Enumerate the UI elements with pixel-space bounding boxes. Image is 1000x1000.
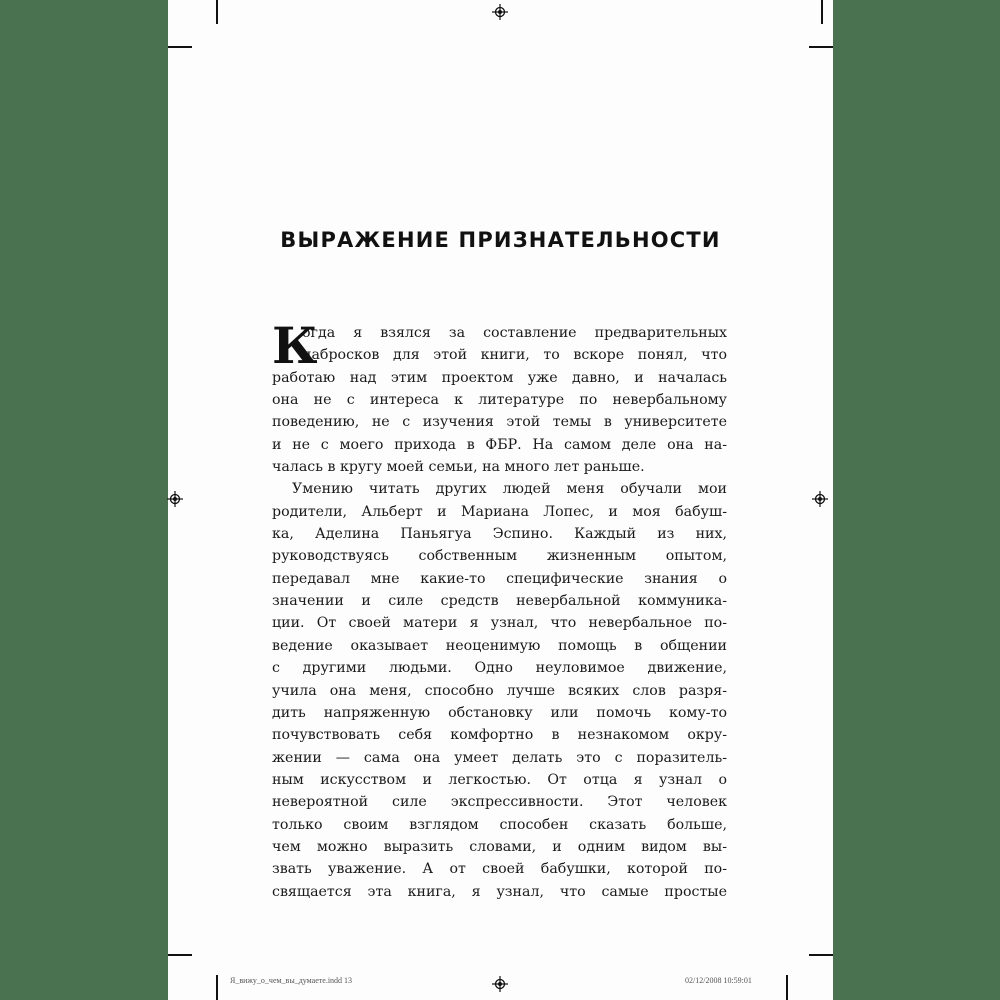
text-line: руководствуясь собственным жизненным опытом, <box>272 548 727 565</box>
text-line: ным искусством и легкостью. От отца я узнал о <box>272 771 727 788</box>
text-line: почувствовать себя комфортно в незнакомом окру- <box>272 727 727 744</box>
crop-mark-top-right-horizontal <box>809 46 833 48</box>
text-line: жении — сама она умеет делать это с поразитель- <box>272 749 727 766</box>
text-line: и не с моего прихода в ФБР. На самом деле она на- <box>272 436 727 453</box>
text-line: родители, Альберт и Мариана Лопес, и моя бабуш- <box>272 503 727 520</box>
crop-mark-bottom-right-horizontal <box>809 954 833 956</box>
chapter-title: ВЫРАЖЕНИЕ ПРИЗНАТЕЛЬНОСТИ <box>280 228 721 252</box>
text-line: ведение оказывает неоценимую помощь в общении <box>272 637 727 654</box>
book-page <box>168 0 833 1000</box>
crop-mark-top-left-vertical <box>216 0 218 24</box>
text-line: свящается эта книга, я узнал, что самые простые <box>272 883 727 900</box>
slug-datetime: 02/12/2008 10:59:01 <box>685 976 752 985</box>
text-line: поведению, не с изучения этой темы в университете <box>272 414 727 431</box>
registration-mark-left-icon <box>167 491 183 507</box>
crop-mark-bottom-left-horizontal <box>168 954 192 956</box>
crop-mark-bottom-right-vertical <box>786 975 788 1000</box>
registration-mark-bottom-icon <box>492 976 508 992</box>
text-line: ции. От своей матери я узнал, что невербальное по- <box>272 615 727 632</box>
text-line: дить напряженную обстановку или помочь кому-то <box>272 704 727 721</box>
text-line: невероятной силе экспрессивности. Этот человек <box>272 794 727 811</box>
text-line: Умению читать других людей меня обучали мои <box>292 481 727 498</box>
text-line: звать уважение. А от своей бабушки, которой по- <box>272 861 727 878</box>
crop-mark-top-left-horizontal <box>168 46 192 48</box>
drop-cap: К <box>272 316 318 375</box>
text-line: огда я взялся за составление предварительных <box>302 325 727 341</box>
text-line: работаю над этим проектом уже давно, и началась <box>272 369 727 386</box>
text-line: значении и силе средств невербальной коммуника- <box>272 593 727 610</box>
text-line: ка, Аделина Паньягуа Эспино. Каждый из них, <box>272 526 727 543</box>
crop-mark-bottom-left-vertical <box>216 975 218 1000</box>
text-line: чем можно выразить словами, и одним видом вы- <box>272 838 727 855</box>
text-line: она не с интереса к литературе по невербальному <box>272 392 727 409</box>
text-line: учила она меня, способно лучше всяких слов разря- <box>272 682 727 699</box>
text-line: передавал мне какие-то специфические знания о <box>272 570 727 587</box>
registration-mark-right-icon <box>812 491 828 507</box>
registration-mark-top-icon <box>492 4 508 20</box>
crop-mark-top-right-vertical <box>821 0 823 24</box>
body-text <box>272 316 727 903</box>
slug-filename: Я_вижу_о_чем_вы_думаете.indd 13 <box>230 976 353 985</box>
text-line: с другими людьми. Одно неуловимое движение, <box>272 660 727 677</box>
text-line: только своим взглядом способен сказать больше, <box>272 816 727 833</box>
text-line: набросков для этой книги, то вскоре понял, что <box>302 347 727 364</box>
text-line: чалась в кругу моей семьи, на много лет раньше. <box>272 459 645 476</box>
